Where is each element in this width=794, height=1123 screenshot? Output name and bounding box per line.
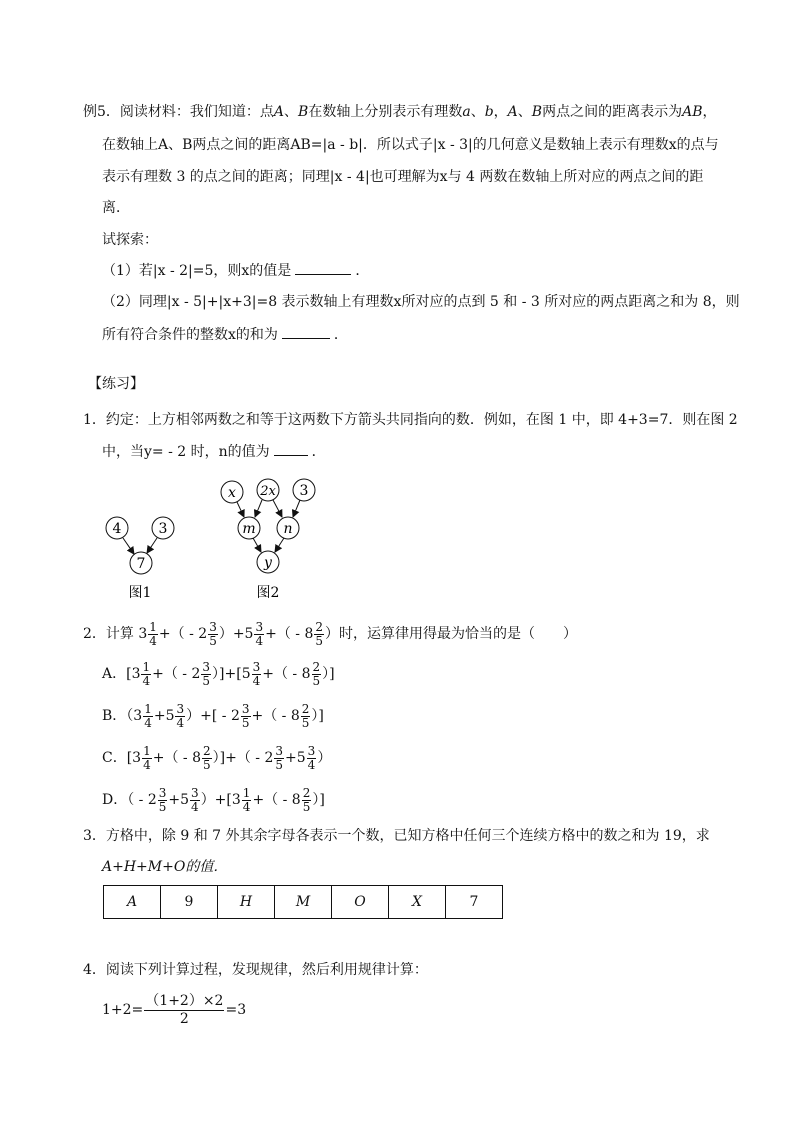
- fraction: $\frac{2}{5}$: [302, 785, 311, 814]
- figure-1: [106, 517, 174, 601]
- text: 、: [470, 104, 485, 120]
- fraction: $\frac{3}{4}$: [252, 659, 261, 688]
- text: 所有符合条件的整数x的和为: [102, 327, 278, 343]
- text: =3: [225, 1002, 247, 1018]
- p1-line-1: 1．约定：上方相邻两数之和等于这两数下方箭头共同指向的数．例如，在图 1 中，即 4+3=7．则在图 2: [83, 412, 738, 428]
- fraction: $\frac{3}{5}$: [209, 619, 217, 648]
- fraction: $\frac{1}{4}$: [142, 659, 151, 688]
- p2-option-d[interactable]: D．（ - 2 $\frac{3}{5}$ +5 $\frac{3}{4}$ ）+[3 $\frac{1}{4}$ +（ - 8 $\frac{2}{5}$ ）]: [102, 785, 325, 814]
- p4-line-1: 4．阅读下列计算过程，发现规律，然后利用规律计算：: [83, 962, 428, 978]
- arrow: [253, 538, 261, 552]
- text: 2．计算 3: [83, 626, 148, 642]
- text: 、: [517, 104, 532, 120]
- arrow: [275, 538, 284, 552]
- var-a-point: A: [273, 104, 285, 120]
- var-b-point: B: [298, 104, 309, 120]
- text: ）时，运算律用得最为恰当的是（ ）: [325, 626, 578, 642]
- fraction: $\frac{3}{4}$: [307, 743, 316, 772]
- p3-line-2: A+H+M+O的值．: [102, 859, 228, 875]
- answer-blank[interactable]: [282, 324, 330, 339]
- ex5-question-2-cont: [102, 324, 348, 345]
- p2-option-a[interactable]: A．[3 $\frac{1}{4}$ +（ - 2 $\frac{3}{5}$ ）]+[5 $\frac{3}{4}$ +（ - 8 $\frac{2}{5}$ ）]: [102, 659, 335, 688]
- fraction: $\frac{(1+2)\times 2}{2}$: [145, 992, 224, 1027]
- answer-blank[interactable]: [295, 260, 351, 275]
- arrow: [237, 502, 244, 517]
- fraction: $\frac{3}{5}$: [275, 743, 284, 772]
- text: ，: [702, 104, 717, 120]
- p4-formula: [102, 992, 246, 1028]
- text: ．: [333, 327, 348, 343]
- text: +（ - 2: [158, 626, 208, 642]
- ex5-line-4: 离．: [102, 200, 130, 216]
- fraction: $\frac{3}{5}$: [158, 785, 167, 814]
- node-label: 7: [136, 556, 146, 572]
- grid-cell: O: [332, 886, 389, 919]
- text: （1）若|x - 2|=5，则x的值是: [102, 263, 292, 279]
- text: 例5．阅读材料：我们知道：点: [83, 104, 274, 120]
- fraction: $\frac{3}{4}$: [191, 785, 199, 814]
- arrow: [293, 500, 300, 517]
- var-b: b: [484, 104, 494, 120]
- fraction: $\frac{2}{5}$: [315, 619, 324, 648]
- node-label: x: [228, 485, 236, 501]
- figure-diagrams: [95, 470, 335, 610]
- p2-option-c[interactable]: C．[3 $\frac{1}{4}$ +（ - 8 $\frac{2}{5}$ ）]+（ - 2 $\frac{3}{5}$ +5 $\frac{3}{4}$ ）: [102, 743, 332, 772]
- node-label: 2x: [260, 484, 276, 499]
- fraction: $\frac{1}{4}$: [143, 743, 151, 772]
- node-label: y: [264, 555, 272, 571]
- p1-line-2: [102, 441, 326, 462]
- ex5-question-2: （2）同理|x - 5|+|x+3|=8 表示数轴上有理数x所对应的点到 5 和 - 3 所对应的两点距离之和为 8，则: [102, 294, 740, 310]
- grid-cell: A: [104, 886, 161, 919]
- figure-caption: 图2: [256, 585, 280, 601]
- number-grid: [103, 885, 503, 919]
- ex5-explore: 试探索：: [102, 232, 158, 248]
- node-label: 4: [112, 521, 122, 537]
- fraction: $\frac{1}{4}$: [144, 701, 152, 730]
- text: 在数轴上分别表示有理数: [308, 104, 463, 120]
- fraction: $\frac{2}{5}$: [312, 659, 321, 688]
- text: ，: [493, 104, 508, 120]
- arrow: [147, 538, 157, 553]
- grid-cell: H: [218, 886, 275, 919]
- text: ．: [355, 263, 370, 279]
- node-label: n: [283, 521, 293, 537]
- text: 、: [284, 104, 299, 120]
- arrow: [273, 500, 282, 517]
- fraction: $\frac{3}{4}$: [255, 619, 264, 648]
- arrow: [123, 538, 134, 554]
- var-a: a: [462, 104, 471, 120]
- fraction: $\frac{2}{5}$: [301, 701, 310, 730]
- node-label: 3: [158, 521, 168, 537]
- ex5-line-3: 表示有理数 3 的点之间的距离；同理|x - 4|也可理解为x与 4 两数在数轴上所对应的两点之间的距: [102, 169, 704, 185]
- text: 1+2=: [102, 1002, 144, 1018]
- ex5-line-2: 在数轴上A、B两点之间的距离AB=|a - b|．所以式子|x - 3|的几何意义是数轴上表示有理数x的点与: [102, 137, 719, 153]
- grid-cell: 9: [161, 886, 218, 919]
- text: 两点之间的距离表示为: [542, 104, 683, 120]
- fraction: $\frac{2}{5}$: [203, 743, 211, 772]
- fraction: $\frac{3}{5}$: [202, 659, 211, 688]
- text: ）+5: [218, 626, 254, 642]
- table-row: [104, 886, 503, 919]
- arrow: [255, 500, 262, 517]
- fraction: $\frac{3}{4}$: [176, 701, 185, 730]
- answer-blank[interactable]: [274, 441, 308, 456]
- grid-cell: M: [275, 886, 332, 919]
- p3-line-1: 3．方格中，除 9 和 7 外其余字母各表示一个数，已知方格中任何三个连续方格中的数之和为 19，求: [83, 828, 710, 844]
- var-a-point: A: [507, 104, 518, 120]
- grid-cell: 7: [446, 886, 503, 919]
- figure-caption: 图1: [128, 585, 152, 601]
- node-label: 3: [299, 483, 309, 499]
- fraction: $\frac{3}{5}$: [241, 701, 250, 730]
- text: +（ - 8: [265, 626, 314, 642]
- var-b-point: B: [531, 104, 543, 120]
- fraction: $\frac{1}{4}$: [242, 785, 251, 814]
- p2-option-b[interactable]: B．（3 $\frac{1}{4}$ +5 $\frac{3}{4}$ ）+[ - 2 $\frac{3}{5}$ +（ - 8 $\frac{2}{5}$ ）]: [102, 701, 324, 730]
- grid-cell: X: [389, 886, 446, 919]
- fraction: $\frac{1}{4}$: [149, 619, 157, 648]
- ex5-line-1: [83, 102, 717, 122]
- p2-line-1: [83, 620, 577, 648]
- text: ．: [311, 444, 326, 460]
- figure-2: [221, 479, 315, 601]
- text: 中，当y= - 2 时，n的值为: [102, 444, 270, 460]
- node-label: m: [242, 521, 256, 537]
- ex5-question-1: [102, 260, 369, 281]
- var-ab: AB: [682, 104, 703, 120]
- practice-header: 【练习】: [88, 376, 144, 392]
